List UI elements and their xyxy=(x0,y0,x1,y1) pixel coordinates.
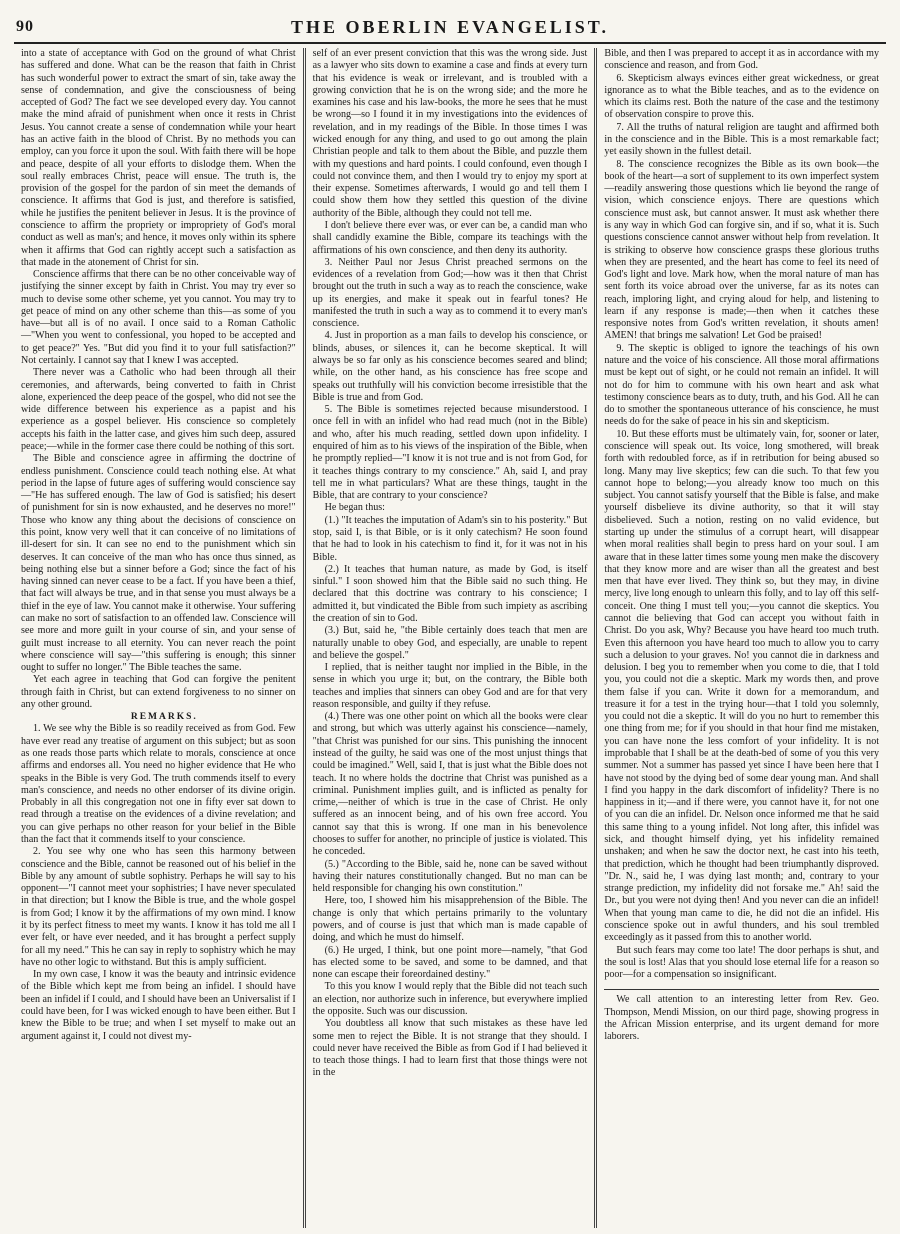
column-1 xyxy=(14,48,303,1228)
masthead-title: THE OBERLIN EVANGELIST. xyxy=(291,17,609,37)
paragraph: (3.) But, said he, "the Bible certainly does teach that men are naturally unable to obey God, and especially, are unable to repent and believe the gospel." xyxy=(312,625,588,661)
column-2 xyxy=(303,48,595,1228)
paragraph: 1. We see why the Bible is so readily received as from God. Few have ever read any treatise of argument on this subject; but as soon as one reads those parts which relate to morals, conscience at once affirms and endorses all. You need no higher evidence that He who speaks in the Bible is very God. The truth commends itself to every man's conscience, and needs no other endorser of its divine origin. Probably in all this congregation not one in fifty ever sat down to read through a treatise on the evidences of a divine revelation; and you can give perhaps no other reason for your belief in the Bible than the fact that it commends itself to your conscience. xyxy=(21,723,296,845)
paragraph: The Bible and conscience agree in affirming the doctrine of endless punishment. Conscience could teach nothing else. At what period in the lapse of future ages of suffering would conscience say—"He has suffered enough. The law of God is satisfied; his desert of punishment for sin is now exhausted, and he deserves no more!" Those who know any thing about the decisions of conscience on this point, know very well that it can conceive of no limitations of ill-desert for sin. It can see no end to the punishment which sin deserves. It can conceive of the man who has once thus sinned, as being nothing else but a sinner before a God; since the fact of his having sinned can never cease to be a fact. If you have been a thief, that fact will always be true, and in that sense you must always be a thief in the eye of law. You cannot make it otherwise. Your suffering can make no sort of satisfaction to an offended law. Conscience will see more and more guilt in your course of sin, and your sense of guilt must increase to all eternity. You can never reach the point where conscience will say—"this suffering is enough; this sinner ought to suffer no longer." The Bible teaches the same. xyxy=(21,453,296,674)
paragraph: self of an ever present conviction that this was the wrong side. Just as a lawyer who sits down to examine a case and finds at every turn that his evidence is weak or irrelevant, and is troubled with a growing conviction that he is on the wrong side; and the more he examines his case and his law-books, the more he sees that he must be wrong—so I found it in my investigations into the evidences of revelation, and in my readings of the Bible. In those times I was wicked enough for any thing, and used to go out among the plain Christian people and talk to them about the Bible, and puzzle them with my questions and hard points. I could confound, even though I could not convince them, and then I would try to enjoy my sport at their expense. Sometimes afterwards, I would go and tell them I could show them how they settled this question of the divine authority of the Bible, although they could not tell me. xyxy=(312,48,588,219)
divider xyxy=(604,989,879,990)
paragraph: (6.) He urged, I think, but one point more—namely, "that God has elected some to be saved, and some to be damned, and that none can escape their foreordained destiny." xyxy=(312,944,588,981)
paragraph: Here, too, I showed him his misapprehension of the Bible. The change is only that which pertains primarily to the voluntary powers, and of course is just that which man is made capable of doing, and which he must do himself. xyxy=(312,895,588,944)
paragraph: (2.) It teaches that human nature, as made by God, is itself sinful." I soon showed him that the Bible said no such thing. He declared that this doctrine was contrary to his conscience; I admitted it, but vindicated the Bible from such impiety as ascribing the creation of sin to God. xyxy=(312,563,588,624)
paragraph: I don't believe there ever was, or ever can be, a candid man who shall candidly examine the Bible, compare its teachings with the affirmations of his own conscience, and then deny its authority. xyxy=(312,219,588,256)
paragraph: 9. The skeptic is obliged to ignore the teachings of his own nature and the voice of his conscience. All those moral affirmations must be kept out of sight, or he could not remain an infidel. It will not do for him to commune with his own heart and ask what testimony conscience bears as to duty, truth, and his God. All he can do to smother the spontaneous utterance of his conscience, he must needs do for the sake of peace in his sin and skepticism. xyxy=(604,342,880,428)
page-number: 90 xyxy=(16,18,34,35)
paragraph: Yet each agree in teaching that God can forgive the penitent through faith in Christ, but can extend forgiveness to no sinner on any other ground. xyxy=(21,674,296,710)
paragraph: (5.) "According to the Bible, said he, none can be saved without having their natures constitutionally changed. But no man can be held responsible for changing his own constitution." xyxy=(312,858,588,895)
text-columns xyxy=(14,48,886,1228)
paragraph: 7. All the truths of natural religion are taught and affirmed both in the conscience and in the Bible. This is a most remarkable fact; yet easily shown in the fullest detail. xyxy=(604,121,880,158)
paragraph: (4.) There was one other point on which all the books were clear and strong, but which was utterly against his conscience—namely, "that Christ was punished for our sins. This punishing the innocent instead of the guilty, he said was one of the most unjust things that could be imagined." Well, said I, that is just what the Bible does not teach. It no where holds the doctrine that Christ was punished as a criminal. Punishment implies guilt, and is inflicted as penalty for crime,—neither of which is true in the case of Christ. He only suffered as an innocent being, and of his own free accord. You cannot say that this is wrong. If one man in his benevolence chooses to suffer for another, no principle of justice is violated. This he conceded. xyxy=(312,711,588,858)
notice-paragraph: We call attention to an interesting letter from Rev. Geo. Thompson, Mendi Mission, on our third page, showing progress in the African Mission enterprise, and its urgent demand for more laborers. xyxy=(604,994,880,1043)
paragraph: 2. You see why one who has seen this harmony between conscience and the Bible, cannot be reasoned out of his belief in the Bible by any amount of subtle sophistry. Perhaps he will say to his opponent—"I cannot meet your sophistries; I have never speculated in that direction; but I know the Bible is true, and the whole gospel is from God; I know it by the affirmations of my own mind. I know it by its perfect fitness to meet my wants. I know it has told me all I ever felt, or have ever needed, and it has brought a perfect supply for all my need." This he can say in reply to sophistry which he may have no other logic to withstand. But this is amply sufficient. xyxy=(21,846,296,968)
column-3 xyxy=(594,48,886,1228)
paragraph: But such fears may come too late! The door perhaps is shut, and the soul is lost! Alas that you should lose eternal life for a reason so poor—for a compensation so insignificant. xyxy=(604,944,880,981)
paragraph: Bible, and then I was prepared to accept it as in accordance with my conscience and reason, and from God. xyxy=(604,48,880,72)
remarks-heading: REMARKS. xyxy=(130,712,198,723)
page-header xyxy=(14,14,886,44)
paragraph: Conscience affirms that there can be no other conceivable way of justifying the sinner except by faith in Christ. You may try ever so much to devise some other scheme, yet you cannot. You may try to get peace of mind on any other scheme than this—as some of you have—but all is of no avail. I once said to a Roman Catholic—"When you went to confessional, you hoped to be accepted and to get peace?" Yes. "But did you find it to your full satisfaction?" Not certainly. I cannot say that I knew I was accepted. xyxy=(21,269,296,367)
paragraph: 8. The conscience recognizes the Bible as its own book—the book of the heart—a sort of supplement to its own imperfect system—readily answering those questions which lie beyond the range of vision, which conscience enjoys. There are questions which conscience must ask, but cannot answer. It must ask whether there is any way in which God can forgive sin, and if so, what it is. Such questions conscience cannot answer without help from revelation. It is striking to observe how conscience grasps these glorious truths when they are presented, and the heart has come to feel its need of God's light and love. Mark how, when the moral nature of man has sent forth its voice abroad over the universe, far as its notes can reach, imploring light, and crying aloud for help, and listening to learn if any response is made;—then when it catches these responsive notes from God's written revelation, it shouts amen! AMEN! that brings me salvation! Let God be praised! xyxy=(604,158,880,342)
paragraph: I replied, that is neither taught nor implied in the Bible, in the sense in which you urge it; but, on the contrary, the Bible both teaches and implies that sinners can obey God and are for that very reason responsible, and guilty if they refuse. xyxy=(312,662,588,710)
paragraph: To this you know I would reply that the Bible did not teach such an election, nor authorize such in inference, but everywhere implied the opposite. Such was our discussion. xyxy=(312,981,588,1017)
paragraph: 6. Skepticism always evinces either great wickedness, or great ignorance as to what the Bible teaches, and as to the evidence on which its claims rest. Both the nature of the case and the testimony of observation conspire to prove this. xyxy=(604,72,880,121)
paragraph: There never was a Catholic who had been through all their ceremonies, and afterwards, being converted to faith in Christ alone, experienced the deep peace of the gospel, who did not see the wide difference between his experience as a papist and his experience as a gospel believer. His conscience so completely accepts his faith in the latter case, and gives him such deep, assured peace;—while in the former case there could be nothing of this sort. xyxy=(21,367,296,452)
paragraph: He began thus: xyxy=(324,502,385,514)
paragraph: 4. Just in proportion as a man fails to develop his conscience, or blinds, abuses, or silences it, can he become skeptical. It will always be so far only as his conscience becomes seared and blind; while, on the other hand, as his conscience has free scope and speaks out truthfully will his conviction become irresistible that the Bible is true and from God. xyxy=(312,330,588,403)
paragraph: 3. Neither Paul nor Jesus Christ preached sermons on the evidences of a revelation from God;—how was it then that Christ brought out the truth in such a way as to reach the conscience, wake up its energies, and make it speak out in fearful tones? He manifested the truth in such a way as to commend it to every man's conscience. xyxy=(312,256,588,330)
paragraph: You doubtless all know that such mistakes as these have led some men to reject the Bible. It is not strange that they should. I could never have received the Bible as from God if I had believed it to teach those things. I had to learn first that those things were not in the xyxy=(312,1018,588,1079)
paragraph: 10. But these efforts must be ultimately vain, for, sooner or later, conscience will speak out. Its voice, long smothered, will break forth with redoubled force, as if in retribution for being abused so long. Many may live skeptics; few can die such. To that few you cannot hope to belong;—you already know too much on this subject. You cannot satisfy yourself that the Bible is false, and make yourself disbelieve its divine authority, so that it will stay disbelieved. Such a notion, resting on no valid evidence, but starting up under the stimulus of a corrupt heart, will disappear when moral realities shall begin to press hard on your soul. I am aware that in these latter times some young men make the discovery that they know more and are wiser than all the greatest and best men that have ever lived. They think so, but they may, in divine mercy, live long enough to unlearn this folly, and to lay off this self-conceit. One thing I must tell you;—you cannot die skeptics. You cannot die believing that God can accept you without faith in Christ. Do you ask, Why? Because you have heard too much truth. Even this afternoon you have heard too much to allow you to carry such a delusion to your graves. No! you cannot die in darkness and delusion. I beg you to remember when you come to die, that I told you, you could not die a skeptic. Mark my words then, and prove them false if you can. Write it down for a memorandum, and treasure it for a test in the trying hour—that I told you solemnly, you could not die a skeptic. It will do you no hurt to remember this one thing from me; for if you should in that hour find me mistaken, you can have none the less comfort of your infidelity. It is not improbable that I shall be at the death-bed of some of you this very summer. Not a summer has passed yet since I have been here that I have not stood by the dying bed of some dear young man. And shall I find you happy in the dark discomfort of infidelity? There is no happiness in it;—and if there were, you cannot have it, for not one of you can die an infidel. Dr. Nelson once informed me that he said this same thing to a young infidel. Not long after, this infidel was sick, and thought himself dying, yet his infidelity remained unshaken; and when he saw the doctor next, he cast into his teeth, that prediction, which he thought had been triumphantly disproved. "Dr. N., said he, I was dying last month; and, contrary to your strange prediction, my infidelity did not forsake me." Ah! said the Dr., but you were not dying then! And you never can die an infidel! When that young man came to die, he did not die an infidel. His conscience spoke out in awful thunders, and his soul trembled exceedingly as it passed from this to another world. xyxy=(604,428,880,944)
paragraph: 5. The Bible is sometimes rejected because misunderstood. I once fell in with an infidel who had read much (not in the Bible) and who, after his much reading, settled down upon infidelity. I enquired of him as to his views of the inspiration of the Bible, when he promptly replied—"I know it is not true and is not from God, for it teaches things contrary to my conscience." Ah, said I, and pray tell me in what particulars? What are these things, taught in the Bible, that are contrary to your conscience? xyxy=(312,404,588,502)
paragraph: (1.) "It teaches the imputation of Adam's sin to his posterity." But stop, said I, is that Bible, or is it only catechism? He soon found that he had to look in his catechism to find it, for it was not in his Bible. xyxy=(312,514,588,563)
paragraph: In my own case, I know it was the beauty and intrinsic evidence of the Bible which kept me from being an infidel. I should have been an infidel if I could, and I should have been an Universalist if I could have been, for I was wicked enough to have been either. But I knew the Bible to be true; and when I set myself to make out an argument against it, I could not divest my- xyxy=(21,969,296,1042)
paragraph: into a state of acceptance with God on the ground of what Christ has suffered and done. What can be the reason that faith in Christ has such wonderful power to extract the smart of sin, take away the sense of condemnation, and give the consciousness of being accepted of God? The fact we see developed every day. You cannot make the mind afraid of punishment when once it rests in Christ Jesus. You cannot create a sense of condemnation while your heart has an active faith in the blood of Christ. By no methods you can employ, can you force it upon the soul. With faith there will be hope and peace, despite of all your efforts to dislodge them. When the soul really embraces Christ, peace will ensue. The truth is, the provision of the gospel for the pardon of sin meet the demands of conscience. It affirms that God is just, and therefore is satisfied, while he justifies the penitent believer in Jesus. It is the province of conscience to affirm the propriety or impropriety of God's moral conduct as well as man's; and hence, it moves only within its sphere when it affirms that God can rightly accept such a satisfaction as that made in the atonement of Christ for sin. xyxy=(21,48,296,268)
